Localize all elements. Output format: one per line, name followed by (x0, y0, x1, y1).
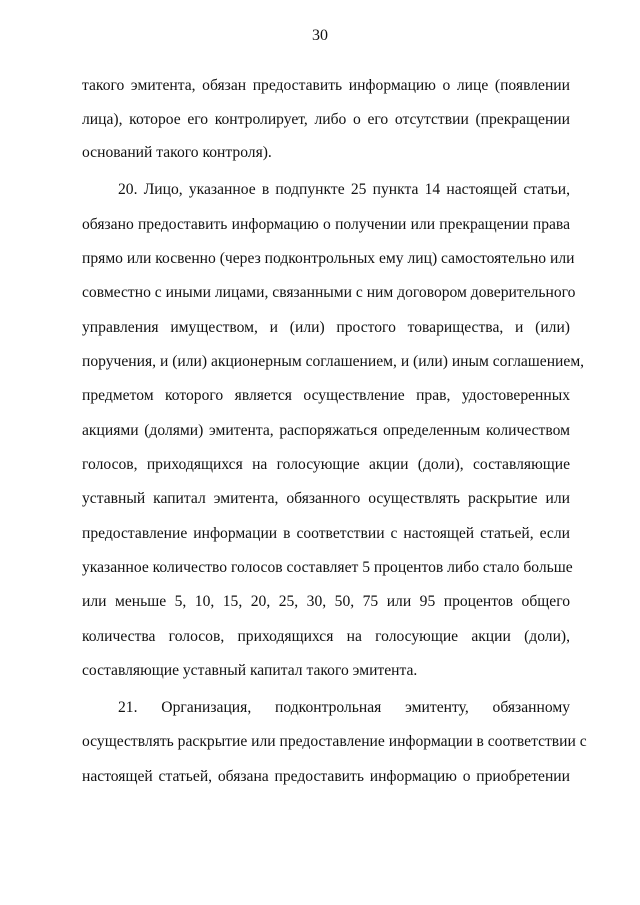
text-line: обязано предоставить информацию о получении или прекращении права (82, 216, 570, 233)
text-line: совместно с иными лицами, связанными с ним договором доверительного (82, 284, 576, 301)
text-line: уставный капитал эмитента, обязанного осуществлять раскрытие или (82, 490, 570, 507)
text-line: настоящей статьей, обязана предоставить информацию о приобретении (82, 768, 570, 785)
text-line: предоставление информации в соответствии с настоящей статьей, если (82, 525, 570, 542)
text-line: предметом которого является осуществление прав, удостоверенных (82, 387, 570, 404)
text-line: количества голосов, приходящихся на голосующие акции (доли), (82, 628, 570, 645)
text-line: прямо или косвенно (через подконтрольных ему лиц) самостоятельно или (82, 250, 575, 267)
text-line: такого эмитента, обязан предоставить информацию о лице (появлении (82, 77, 570, 94)
paragraph-start-line: 21. Организация, подконтрольная эмитенту, обязанному (118, 699, 570, 716)
text-line: голосов, приходящихся на голосующие акции (доли), составляющие (82, 456, 570, 473)
text-line: или меньше 5, 10, 15, 20, 25, 30, 50, 75 или 95 процентов общего (82, 593, 570, 610)
text-line: составляющие уставный капитал такого эмитента. (82, 662, 418, 679)
text-line: лица), которое его контролирует, либо о его отсутствии (прекращении (82, 111, 570, 128)
text-line: акциями (долями) эмитента, распоряжаться определенным количеством (82, 422, 570, 439)
text-line: поручения, и (или) акционерным соглашением, и (или) иным соглашением, (82, 353, 585, 370)
page-number: 30 (312, 27, 328, 44)
paragraph-start-line: 20. Лицо, указанное в подпункте 25 пункта 14 настоящей статьи, (118, 181, 570, 198)
text-line: указанное количество голосов составляет 5 процентов либо стало больше (82, 559, 573, 576)
text-line: управления имуществом, и (или) простого товарищества, и (или) (82, 319, 570, 336)
text-line: осуществлять раскрытие или предоставление информации в соответствии с (82, 733, 587, 750)
text-line: оснований такого контроля). (82, 144, 272, 161)
